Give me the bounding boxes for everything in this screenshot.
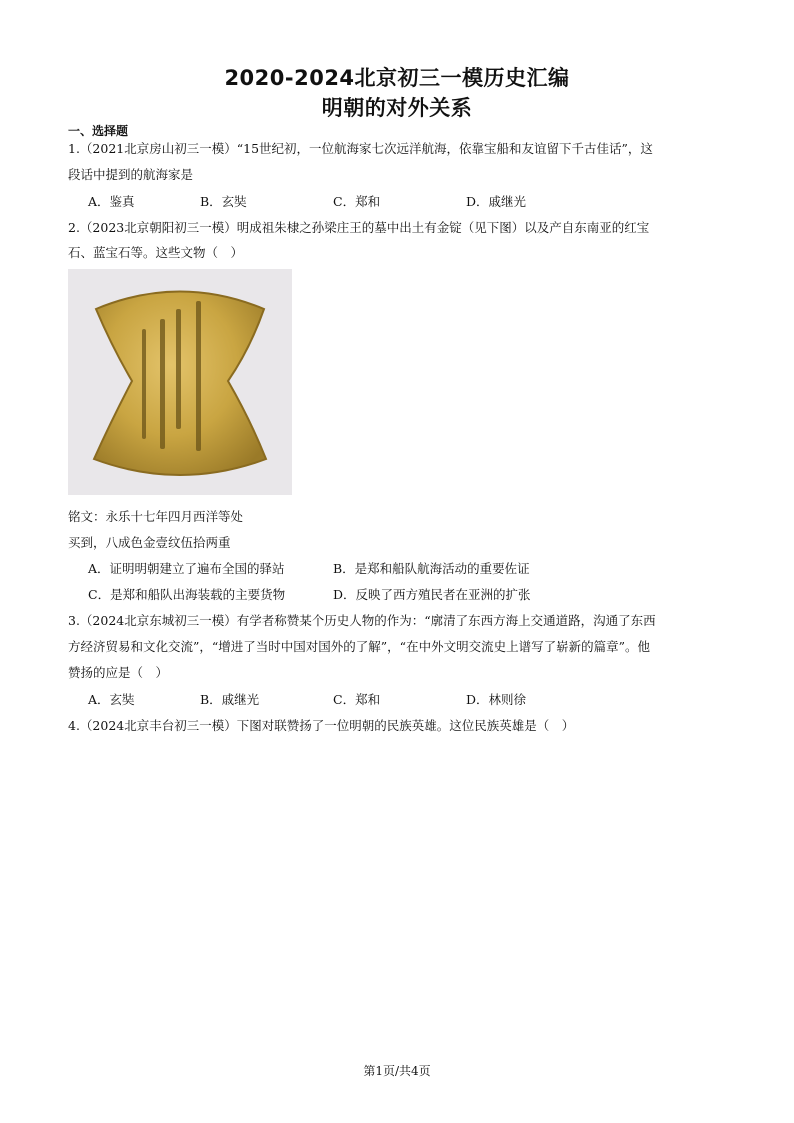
question-2-text: 2.（2023北京朝阳初三一模）明成祖朱棣之孙梁庄王的墓中出土有金锭（见下图）以及产自东南亚的红宝: [68, 220, 650, 235]
gold-ingot-image: [68, 269, 292, 495]
question-3-option-d: D．林则徐: [466, 692, 527, 707]
question-1-option-a: A．鉴真: [88, 194, 135, 209]
question-1-text-cont: 段话中提到的航海家是: [68, 167, 194, 182]
question-1-option-d: D．戚继光: [466, 194, 527, 209]
section-heading: 一、选择题: [68, 124, 129, 138]
question-3-text: 3.（2024北京东城初三一模）有学者称赞某个历史人物的作为：“廓清了东西方海上交通道路，沟通了东西: [68, 613, 656, 628]
question-1-option-b: B．玄奘: [200, 194, 247, 209]
question-1-option-c: C．郑和: [333, 194, 381, 209]
inscription-text-cont: 买到，八成色金壹纹伍拾两重: [68, 535, 231, 550]
question-2-option-a: A．证明明朝建立了遍布全国的驿站: [88, 561, 285, 576]
question-3-option-a: A．玄奘: [88, 692, 135, 707]
question-4-text: 4.（2024北京丰台初三一模）下图对联赞扬了一位明朝的民族英雄。这位民族英雄是（ ）: [68, 718, 575, 733]
document-title: 2020-2024北京初三一模历史汇编: [224, 66, 570, 90]
question-1-text: 1.（2021北京房山初三一模）“15世纪初，一位航海家七次远洋航海，依靠宝船和友谊留下千古佳话”，这: [68, 141, 653, 156]
question-3-option-b: B．戚继光: [200, 692, 260, 707]
inscription-text: 铭文：永乐十七年四月西洋等处: [68, 509, 244, 524]
question-3-text-end: 赞扬的应是（ ）: [68, 665, 169, 680]
question-2-option-c: C．是郑和船队出海装载的主要货物: [88, 587, 286, 602]
question-3-option-c: C．郑和: [333, 692, 381, 707]
gold-ingot-photo: [68, 269, 292, 495]
question-3-text-cont: 方经济贸易和文化交流”，“增进了当时中国对国外的了解”，“在中外文明交流史上谱写了崭新的篇章”。他: [68, 639, 650, 654]
page-number: 第1页/共4页: [363, 1064, 431, 1078]
question-2-text-cont: 石、蓝宝石等。这些文物（ ）: [68, 245, 244, 260]
question-2-option-d: D．反映了西方殖民者在亚洲的扩张: [333, 587, 531, 602]
question-2-option-b: B．是郑和船队航海活动的重要佐证: [333, 561, 530, 576]
document-subtitle: 明朝的对外关系: [321, 96, 473, 120]
